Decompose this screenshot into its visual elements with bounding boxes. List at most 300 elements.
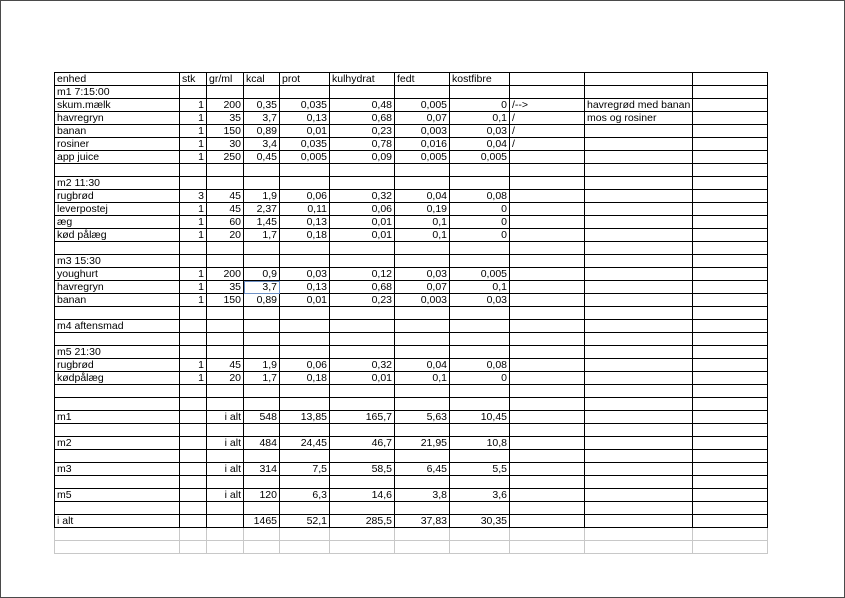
table-cell[interactable]: skum.mælk	[55, 99, 180, 112]
table-cell[interactable]	[450, 541, 510, 554]
table-cell[interactable]	[280, 346, 330, 359]
table-cell[interactable]	[510, 502, 585, 515]
table-cell[interactable]	[280, 541, 330, 554]
table-cell[interactable]	[510, 190, 585, 203]
table-cell[interactable]: 0,005	[450, 268, 510, 281]
table-cell[interactable]	[693, 333, 768, 346]
table-cell[interactable]	[244, 502, 280, 515]
table-cell[interactable]: 60	[207, 216, 244, 229]
table-cell[interactable]: 165,7	[330, 411, 395, 424]
table-cell[interactable]	[395, 450, 450, 463]
table-cell[interactable]: m1	[55, 411, 180, 424]
table-cell[interactable]	[280, 86, 330, 99]
table-cell[interactable]	[180, 437, 207, 450]
table-cell[interactable]: m5 21:30	[55, 346, 180, 359]
table-cell[interactable]	[280, 502, 330, 515]
table-cell[interactable]	[450, 398, 510, 411]
table-cell[interactable]: 5,5	[450, 463, 510, 476]
table-cell[interactable]: 24,45	[280, 437, 330, 450]
table-cell[interactable]: 1,9	[244, 190, 280, 203]
table-cell[interactable]: m5	[55, 489, 180, 502]
table-cell[interactable]	[395, 307, 450, 320]
table-cell[interactable]	[207, 398, 244, 411]
table-cell[interactable]	[330, 385, 395, 398]
table-cell[interactable]	[244, 398, 280, 411]
table-cell[interactable]: 0,1	[395, 216, 450, 229]
table-cell[interactable]	[693, 411, 768, 424]
table-cell[interactable]	[180, 320, 207, 333]
table-cell[interactable]: kød pålæg	[55, 229, 180, 242]
table-cell[interactable]: 0,005	[395, 99, 450, 112]
table-cell[interactable]	[180, 346, 207, 359]
table-cell[interactable]	[330, 476, 395, 489]
table-cell[interactable]	[207, 177, 244, 190]
table-cell[interactable]: 6,45	[395, 463, 450, 476]
table-cell[interactable]	[280, 424, 330, 437]
table-cell[interactable]	[585, 255, 693, 268]
table-cell[interactable]	[55, 333, 180, 346]
table-cell[interactable]: i alt	[207, 463, 244, 476]
table-cell[interactable]: æg	[55, 216, 180, 229]
table-cell[interactable]	[207, 385, 244, 398]
table-cell[interactable]: 0,035	[280, 99, 330, 112]
table-cell[interactable]: i alt	[207, 489, 244, 502]
table-cell[interactable]	[207, 242, 244, 255]
table-cell[interactable]: 1	[180, 125, 207, 138]
table-cell[interactable]	[693, 190, 768, 203]
table-cell[interactable]	[510, 528, 585, 541]
table-cell[interactable]	[510, 463, 585, 476]
table-cell[interactable]	[585, 502, 693, 515]
table-cell[interactable]: 7,5	[280, 463, 330, 476]
table-cell[interactable]: 0,23	[330, 294, 395, 307]
table-cell[interactable]: i alt	[207, 411, 244, 424]
column-header[interactable]	[585, 73, 693, 86]
table-cell[interactable]: 0,07	[395, 281, 450, 294]
table-cell[interactable]: 1	[180, 359, 207, 372]
table-cell[interactable]	[280, 333, 330, 346]
table-cell[interactable]: 1	[180, 372, 207, 385]
table-cell[interactable]	[693, 294, 768, 307]
table-cell[interactable]	[330, 424, 395, 437]
table-cell[interactable]: 0,01	[330, 372, 395, 385]
table-cell[interactable]: 0,13	[280, 216, 330, 229]
table-cell[interactable]: i alt	[207, 437, 244, 450]
table-cell[interactable]	[693, 203, 768, 216]
table-cell[interactable]	[585, 125, 693, 138]
table-cell[interactable]	[207, 528, 244, 541]
table-cell[interactable]: 58,5	[330, 463, 395, 476]
table-cell[interactable]	[585, 437, 693, 450]
table-cell[interactable]: 0,78	[330, 138, 395, 151]
table-cell[interactable]: rugbrød	[55, 190, 180, 203]
column-header[interactable]: fedt	[395, 73, 450, 86]
table-cell[interactable]	[693, 437, 768, 450]
table-cell[interactable]	[244, 541, 280, 554]
table-cell[interactable]	[280, 307, 330, 320]
table-cell[interactable]: 0,003	[395, 125, 450, 138]
table-cell[interactable]	[510, 203, 585, 216]
table-cell[interactable]	[693, 398, 768, 411]
table-cell[interactable]	[693, 359, 768, 372]
table-cell[interactable]: 1	[180, 216, 207, 229]
table-cell[interactable]	[693, 489, 768, 502]
table-cell[interactable]	[395, 476, 450, 489]
table-cell[interactable]	[510, 489, 585, 502]
table-cell[interactable]: 0,04	[395, 359, 450, 372]
table-cell[interactable]	[693, 515, 768, 528]
table-cell[interactable]	[585, 268, 693, 281]
table-cell[interactable]	[330, 164, 395, 177]
table-cell[interactable]: 0,06	[280, 359, 330, 372]
table-cell[interactable]	[585, 203, 693, 216]
table-cell[interactable]: rosiner	[55, 138, 180, 151]
column-header[interactable]: enhed	[55, 73, 180, 86]
table-cell[interactable]: m3	[55, 463, 180, 476]
table-cell[interactable]	[693, 320, 768, 333]
table-cell[interactable]: 0,18	[280, 229, 330, 242]
table-cell[interactable]	[510, 359, 585, 372]
table-cell[interactable]: 35	[207, 281, 244, 294]
table-cell[interactable]	[395, 502, 450, 515]
table-cell[interactable]: /-->	[510, 99, 585, 112]
table-cell[interactable]	[55, 476, 180, 489]
table-cell[interactable]: 484	[244, 437, 280, 450]
table-cell[interactable]	[180, 164, 207, 177]
table-cell[interactable]	[693, 216, 768, 229]
table-cell[interactable]: /	[510, 138, 585, 151]
table-cell[interactable]: 1,9	[244, 359, 280, 372]
table-cell[interactable]	[450, 424, 510, 437]
table-cell[interactable]	[395, 164, 450, 177]
table-cell[interactable]: 45	[207, 190, 244, 203]
table-cell[interactable]	[510, 255, 585, 268]
table-cell[interactable]: 6,3	[280, 489, 330, 502]
table-cell[interactable]	[55, 385, 180, 398]
table-cell[interactable]: 35	[207, 112, 244, 125]
table-cell[interactable]: 0	[450, 229, 510, 242]
table-cell[interactable]	[510, 333, 585, 346]
table-cell[interactable]: 3	[180, 190, 207, 203]
table-cell[interactable]: 0,08	[450, 190, 510, 203]
table-cell[interactable]: 0,68	[330, 281, 395, 294]
table-cell[interactable]: /	[510, 125, 585, 138]
table-cell[interactable]: banan	[55, 125, 180, 138]
table-cell[interactable]	[450, 528, 510, 541]
table-cell[interactable]	[244, 177, 280, 190]
table-cell[interactable]	[450, 476, 510, 489]
table-cell[interactable]	[180, 307, 207, 320]
table-cell[interactable]	[585, 541, 693, 554]
table-cell[interactable]	[395, 424, 450, 437]
table-cell[interactable]	[395, 177, 450, 190]
table-cell[interactable]	[585, 424, 693, 437]
table-cell[interactable]	[510, 385, 585, 398]
table-cell[interactable]	[585, 489, 693, 502]
table-cell[interactable]	[693, 424, 768, 437]
table-cell[interactable]	[207, 255, 244, 268]
table-cell[interactable]	[510, 398, 585, 411]
table-cell[interactable]	[693, 138, 768, 151]
table-cell[interactable]	[280, 398, 330, 411]
table-cell[interactable]: 0	[450, 216, 510, 229]
table-cell[interactable]	[180, 86, 207, 99]
table-cell[interactable]	[180, 333, 207, 346]
table-cell[interactable]	[450, 450, 510, 463]
table-cell[interactable]	[585, 385, 693, 398]
table-cell[interactable]: 0	[450, 372, 510, 385]
table-cell[interactable]	[450, 164, 510, 177]
table-cell[interactable]	[693, 268, 768, 281]
table-cell[interactable]	[330, 255, 395, 268]
table-cell[interactable]	[510, 515, 585, 528]
table-cell[interactable]	[330, 346, 395, 359]
table-cell[interactable]	[585, 320, 693, 333]
table-cell[interactable]	[330, 86, 395, 99]
table-cell[interactable]	[585, 476, 693, 489]
table-cell[interactable]	[330, 307, 395, 320]
table-cell[interactable]: 1	[180, 99, 207, 112]
table-cell[interactable]: m3 15:30	[55, 255, 180, 268]
table-cell[interactable]: youghurt	[55, 268, 180, 281]
table-cell[interactable]: 52,1	[280, 515, 330, 528]
table-cell[interactable]	[180, 463, 207, 476]
column-header[interactable]: stk	[180, 73, 207, 86]
table-cell[interactable]	[180, 528, 207, 541]
column-header[interactable]: prot	[280, 73, 330, 86]
table-cell[interactable]: 0,09	[330, 151, 395, 164]
table-cell[interactable]: 0,01	[330, 216, 395, 229]
table-cell[interactable]	[693, 99, 768, 112]
table-cell[interactable]	[395, 541, 450, 554]
table-cell[interactable]	[510, 424, 585, 437]
table-cell[interactable]: 1	[180, 294, 207, 307]
table-cell[interactable]	[280, 177, 330, 190]
table-cell[interactable]: 0,04	[395, 190, 450, 203]
table-cell[interactable]: 0,89	[244, 125, 280, 138]
table-cell[interactable]	[244, 476, 280, 489]
table-cell[interactable]: 0,01	[330, 229, 395, 242]
table-cell[interactable]	[693, 463, 768, 476]
table-cell[interactable]	[207, 502, 244, 515]
table-cell[interactable]	[395, 385, 450, 398]
table-cell[interactable]: 0,035	[280, 138, 330, 151]
table-cell[interactable]	[585, 151, 693, 164]
table-cell[interactable]	[180, 255, 207, 268]
table-cell[interactable]: 0,19	[395, 203, 450, 216]
table-cell[interactable]	[180, 541, 207, 554]
table-cell[interactable]: 20	[207, 372, 244, 385]
table-cell[interactable]: 3,4	[244, 138, 280, 151]
table-cell[interactable]: m2	[55, 437, 180, 450]
table-cell[interactable]	[585, 138, 693, 151]
table-cell[interactable]	[207, 164, 244, 177]
table-cell[interactable]	[244, 86, 280, 99]
table-cell[interactable]	[55, 307, 180, 320]
table-cell[interactable]	[510, 476, 585, 489]
table-cell[interactable]	[510, 268, 585, 281]
table-cell[interactable]	[585, 398, 693, 411]
table-cell[interactable]	[693, 242, 768, 255]
table-cell[interactable]	[180, 398, 207, 411]
table-cell[interactable]	[510, 294, 585, 307]
table-cell[interactable]: 0,11	[280, 203, 330, 216]
table-cell[interactable]	[180, 489, 207, 502]
table-cell[interactable]	[55, 528, 180, 541]
table-cell[interactable]: 30	[207, 138, 244, 151]
table-cell[interactable]: 0,06	[280, 190, 330, 203]
table-cell[interactable]	[693, 281, 768, 294]
table-cell[interactable]: 1	[180, 151, 207, 164]
table-cell[interactable]	[180, 476, 207, 489]
table-cell[interactable]	[450, 242, 510, 255]
table-cell[interactable]	[395, 320, 450, 333]
table-cell[interactable]	[510, 541, 585, 554]
table-cell[interactable]: 30,35	[450, 515, 510, 528]
table-cell[interactable]	[180, 515, 207, 528]
table-cell[interactable]: 3,7	[244, 281, 280, 294]
table-cell[interactable]: 1	[180, 229, 207, 242]
table-cell[interactable]	[280, 164, 330, 177]
table-cell[interactable]: 314	[244, 463, 280, 476]
table-cell[interactable]	[585, 333, 693, 346]
table-cell[interactable]	[693, 164, 768, 177]
table-cell[interactable]: mos og rosiner	[585, 112, 693, 125]
table-cell[interactable]	[510, 307, 585, 320]
table-cell[interactable]	[244, 528, 280, 541]
table-cell[interactable]: 0,04	[450, 138, 510, 151]
table-cell[interactable]	[280, 255, 330, 268]
table-cell[interactable]	[207, 515, 244, 528]
table-cell[interactable]: 150	[207, 125, 244, 138]
table-cell[interactable]	[180, 411, 207, 424]
table-cell[interactable]	[510, 320, 585, 333]
table-cell[interactable]	[280, 320, 330, 333]
column-header[interactable]: gr/ml	[207, 73, 244, 86]
table-cell[interactable]	[244, 307, 280, 320]
table-cell[interactable]	[280, 385, 330, 398]
table-cell[interactable]	[395, 86, 450, 99]
table-cell[interactable]	[693, 476, 768, 489]
column-header[interactable]	[693, 73, 768, 86]
table-cell[interactable]	[585, 411, 693, 424]
table-cell[interactable]: /	[510, 112, 585, 125]
table-cell[interactable]: 37,83	[395, 515, 450, 528]
table-cell[interactable]: banan	[55, 294, 180, 307]
table-cell[interactable]	[585, 190, 693, 203]
table-cell[interactable]: 45	[207, 203, 244, 216]
table-cell[interactable]	[510, 177, 585, 190]
table-cell[interactable]	[244, 450, 280, 463]
table-cell[interactable]: 0,48	[330, 99, 395, 112]
table-cell[interactable]	[280, 242, 330, 255]
table-cell[interactable]	[585, 229, 693, 242]
table-cell[interactable]	[244, 385, 280, 398]
table-cell[interactable]	[585, 294, 693, 307]
table-cell[interactable]: 14,6	[330, 489, 395, 502]
table-cell[interactable]: 0,03	[450, 294, 510, 307]
table-cell[interactable]	[207, 307, 244, 320]
table-cell[interactable]	[510, 164, 585, 177]
table-cell[interactable]	[330, 177, 395, 190]
table-cell[interactable]: 150	[207, 294, 244, 307]
table-cell[interactable]	[207, 450, 244, 463]
table-cell[interactable]	[207, 333, 244, 346]
table-cell[interactable]: 0,68	[330, 112, 395, 125]
table-cell[interactable]: 0,45	[244, 151, 280, 164]
table-cell[interactable]: 3,7	[244, 112, 280, 125]
table-cell[interactable]	[450, 502, 510, 515]
table-cell[interactable]: 1465	[244, 515, 280, 528]
table-cell[interactable]	[450, 255, 510, 268]
table-cell[interactable]: 10,8	[450, 437, 510, 450]
table-cell[interactable]	[693, 112, 768, 125]
table-cell[interactable]	[450, 177, 510, 190]
table-cell[interactable]	[585, 528, 693, 541]
table-cell[interactable]	[693, 307, 768, 320]
table-cell[interactable]	[180, 177, 207, 190]
table-cell[interactable]	[180, 242, 207, 255]
table-cell[interactable]: havregryn	[55, 281, 180, 294]
table-cell[interactable]: kødpålæg	[55, 372, 180, 385]
table-cell[interactable]	[585, 242, 693, 255]
table-cell[interactable]	[693, 450, 768, 463]
table-cell[interactable]: leverpostej	[55, 203, 180, 216]
table-cell[interactable]: havregrød med banan	[585, 99, 693, 112]
table-cell[interactable]: 45	[207, 359, 244, 372]
table-cell[interactable]	[395, 333, 450, 346]
table-cell[interactable]: m4 aftensmad	[55, 320, 180, 333]
table-cell[interactable]: 0,03	[280, 268, 330, 281]
table-cell[interactable]: 0,9	[244, 268, 280, 281]
table-cell[interactable]: 46,7	[330, 437, 395, 450]
table-cell[interactable]	[330, 528, 395, 541]
table-cell[interactable]: 0,13	[280, 281, 330, 294]
table-cell[interactable]	[330, 541, 395, 554]
table-cell[interactable]: 1	[180, 203, 207, 216]
table-cell[interactable]	[585, 164, 693, 177]
table-cell[interactable]: 0,06	[330, 203, 395, 216]
table-cell[interactable]	[450, 385, 510, 398]
table-cell[interactable]	[585, 515, 693, 528]
table-cell[interactable]	[330, 333, 395, 346]
table-cell[interactable]: 5,63	[395, 411, 450, 424]
table-cell[interactable]	[330, 398, 395, 411]
table-cell[interactable]: 0,13	[280, 112, 330, 125]
table-cell[interactable]	[330, 320, 395, 333]
table-cell[interactable]	[180, 450, 207, 463]
column-header[interactable]: kostfibre	[450, 73, 510, 86]
table-cell[interactable]: 0,03	[450, 125, 510, 138]
table-cell[interactable]: 0,016	[395, 138, 450, 151]
column-header[interactable]: kulhydrat	[330, 73, 395, 86]
table-cell[interactable]: 0,89	[244, 294, 280, 307]
table-cell[interactable]: 3,6	[450, 489, 510, 502]
table-cell[interactable]	[510, 242, 585, 255]
table-cell[interactable]	[693, 177, 768, 190]
table-cell[interactable]: 285,5	[330, 515, 395, 528]
table-cell[interactable]	[395, 346, 450, 359]
table-cell[interactable]	[510, 281, 585, 294]
table-cell[interactable]	[207, 346, 244, 359]
table-cell[interactable]	[450, 346, 510, 359]
table-cell[interactable]	[510, 372, 585, 385]
table-cell[interactable]	[693, 229, 768, 242]
table-cell[interactable]: 0,1	[450, 281, 510, 294]
table-cell[interactable]: 0,35	[244, 99, 280, 112]
table-cell[interactable]: 548	[244, 411, 280, 424]
table-cell[interactable]: 3,8	[395, 489, 450, 502]
